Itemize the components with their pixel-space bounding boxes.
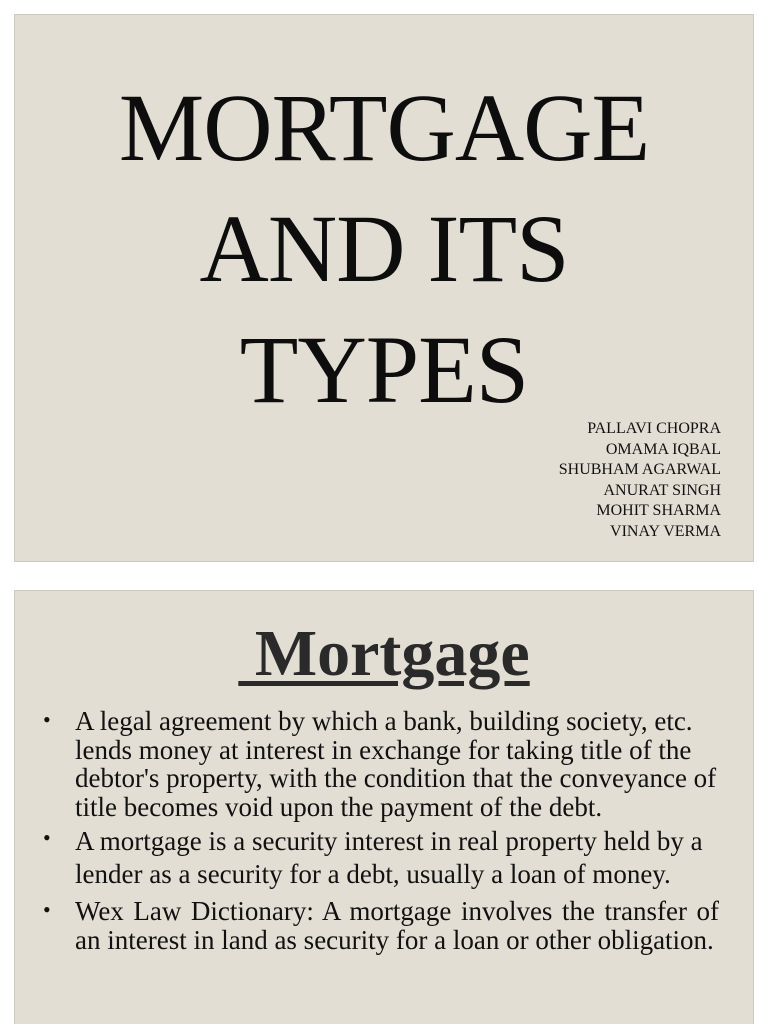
bullet-text: A mortgage is a security interest in real property held by a lender as a security for a debt, usually a loan of money. xyxy=(75,826,703,890)
bullet-icon: • xyxy=(43,897,51,923)
mortgage-slide xyxy=(14,590,754,1024)
author-name: SHUBHAM AGARWAL xyxy=(558,461,721,479)
title-line: AND ITS xyxy=(199,195,569,302)
author-name: PALLAVI CHOPRA xyxy=(587,420,721,437)
bullet-item xyxy=(43,897,719,954)
title-slide xyxy=(14,14,754,562)
author-name: VINAY VERMA xyxy=(610,522,721,540)
bullet-item xyxy=(43,825,719,891)
title-line: TYPES xyxy=(239,316,529,423)
author-name: ANURAT SINGH xyxy=(603,481,721,499)
author-name: MOHIT SHARMA xyxy=(596,502,721,520)
slide-heading xyxy=(15,615,753,693)
slide-title xyxy=(15,67,753,430)
bullet-text: Wex Law Dictionary: A mortgage involves the transfer of an interest in land as security for a loan or other obligation. xyxy=(75,896,719,955)
bullet-list xyxy=(43,707,719,955)
bullet-text: A legal agreement by which a bank, building society, etc. lends money at interest in exchange for taking title of the debtor's property, with the condition that the conveyance of title becomes void upon the payment of the debt. xyxy=(75,706,717,822)
bullet-item xyxy=(43,707,719,821)
bullet-icon: • xyxy=(43,825,51,851)
author-name: OMAMA IQBAL xyxy=(605,440,721,458)
author-list xyxy=(559,419,721,543)
bullet-icon: • xyxy=(43,707,51,732)
title-line: MORTGAGE xyxy=(118,74,650,181)
heading-text: Mortgage xyxy=(238,617,530,690)
